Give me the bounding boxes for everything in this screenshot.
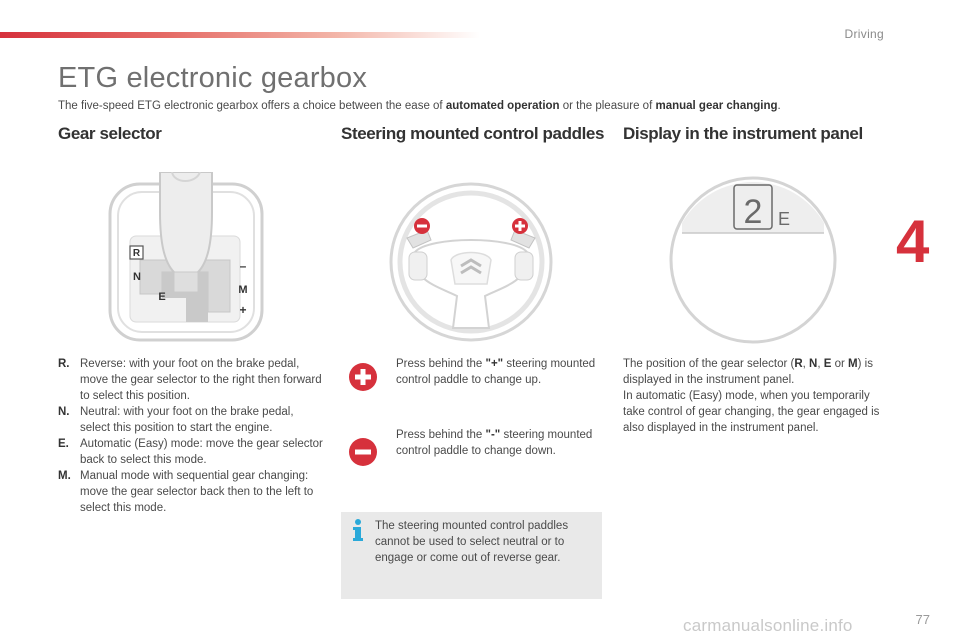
gear-position-legend xyxy=(58,356,323,516)
display-sep-or: or xyxy=(831,358,849,370)
legend-item-m xyxy=(58,468,323,516)
paddle-plus-text xyxy=(348,356,608,388)
intro-text-1: The five-speed ETG electronic gearbox offers a choice between the ease of xyxy=(58,100,446,112)
display-key-m: M xyxy=(848,358,858,370)
display-text-2: ) is displayed in the instrument panel. xyxy=(623,358,873,386)
display-mode-readout: E xyxy=(777,209,791,229)
intro-text-2: or the pleasure of xyxy=(559,100,656,112)
page-number: 77 xyxy=(915,612,930,627)
paddle-minus-text-2: steering mounted control paddle to change down. xyxy=(396,429,593,457)
paddle-plus-item xyxy=(348,356,608,388)
paddle-minus-text xyxy=(348,427,608,459)
intro-bold-1: automated operation xyxy=(445,100,560,112)
display-key-e: E xyxy=(823,358,832,370)
paddle-minus-item xyxy=(348,427,608,459)
display-sep-2: , xyxy=(817,358,824,370)
page-title: ETG electronic gearbox xyxy=(58,62,368,94)
legend-key: E. xyxy=(58,438,69,450)
legend-item-n xyxy=(58,404,323,436)
legend-key: N. xyxy=(58,406,70,418)
gate-label-e: E xyxy=(158,291,166,303)
gate-label-minus: – xyxy=(239,259,247,273)
gate-label-plus: + xyxy=(239,303,247,317)
heading-display: Display in the instrument panel xyxy=(623,124,863,143)
display-text-1: The position of the gear selector ( xyxy=(623,358,795,370)
instrument-display-illustration xyxy=(668,175,838,345)
paddle-minus-symbol: "-" xyxy=(485,429,501,441)
legend-item-r xyxy=(58,356,323,404)
paddle-plus-text-1: Press behind the xyxy=(396,358,486,370)
legend-item-e xyxy=(58,436,323,468)
legend-text: Reverse: with your foot on the brake pedal, move the gear selector to the right then forward to select this position. xyxy=(80,358,322,402)
legend-text: Automatic (Easy) mode: move the gear selector back to select this mode. xyxy=(80,438,323,466)
paddle-minus-text-1: Press behind the xyxy=(396,429,486,441)
gear-selector-illustration xyxy=(100,172,270,344)
footer-watermark: carmanualsonline.info xyxy=(683,616,853,635)
legend-text: Manual mode with sequential gear changing: move the gear selector back then to the left to select this mode. xyxy=(80,470,314,514)
legend-key: M. xyxy=(58,470,71,482)
legend-text: Neutral: with your foot on the brake pedal, select this position to start the engine. xyxy=(80,406,294,434)
paddle-plus-symbol: "+" xyxy=(485,358,504,370)
display-gear-readout: 2 xyxy=(743,193,763,231)
display-sep-1: , xyxy=(802,358,810,370)
info-icon xyxy=(351,518,365,542)
minus-paddle-icon xyxy=(348,437,378,467)
intro-text-3: . xyxy=(777,100,781,112)
info-note-text: The steering mounted control paddles cannot be used to select neutral or to engage or come out of reverse gear. xyxy=(375,520,569,564)
display-key-n: N xyxy=(809,358,818,370)
steering-wheel-illustration xyxy=(385,178,557,344)
intro-paragraph xyxy=(58,100,781,112)
gate-label-m: M xyxy=(238,284,248,296)
info-note-box xyxy=(341,512,602,599)
section-label: Driving xyxy=(844,27,884,41)
display-text-3: In automatic (Easy) mode, when you temporarily take control of gear changing, the gear engaged is also displayed in the instrument panel. xyxy=(623,390,880,434)
chapter-number: 4 xyxy=(896,208,930,275)
heading-paddles: Steering mounted control paddles xyxy=(341,124,605,143)
legend-key: R. xyxy=(58,358,70,370)
display-description xyxy=(623,356,888,436)
plus-paddle-icon xyxy=(348,362,378,392)
section-color-bar xyxy=(0,32,480,38)
intro-bold-2: manual gear changing xyxy=(655,100,778,112)
gate-label-r: R xyxy=(132,248,141,259)
gate-label-n: N xyxy=(133,271,141,283)
display-key-r: R xyxy=(794,358,803,370)
paddle-plus-text-2: steering mounted control paddle to change up. xyxy=(396,358,596,386)
heading-gear-selector: Gear selector xyxy=(58,124,162,143)
